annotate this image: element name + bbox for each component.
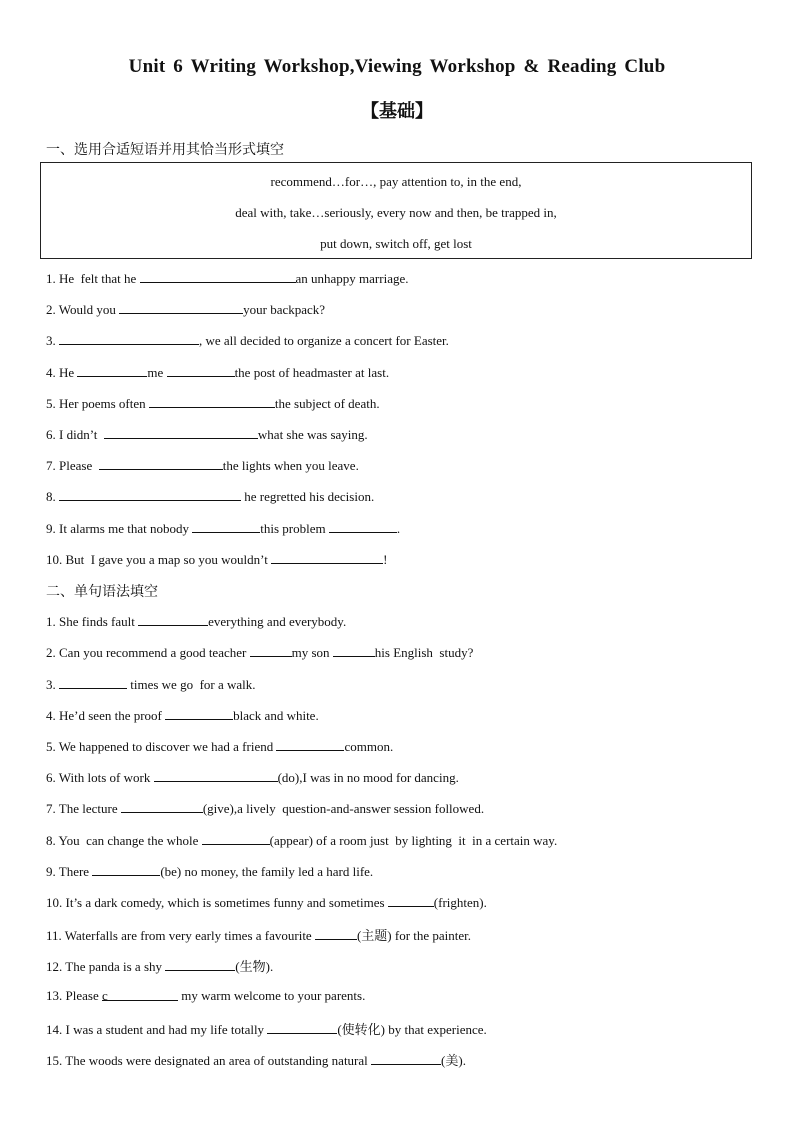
question-text: common. <box>344 739 394 754</box>
word-box <box>40 162 752 259</box>
question-text: 8. You can change the whole <box>46 833 202 848</box>
question-s2-11 <box>46 925 471 944</box>
question-text: 11. Waterfalls are from very early times a favourite <box>46 928 315 943</box>
question-text: the post of headmaster at last. <box>234 365 390 380</box>
question-s1-5 <box>46 395 380 412</box>
question-text: 6. I didn’t <box>46 427 104 442</box>
question-text: 4. He <box>46 365 78 380</box>
question-s1-7 <box>46 457 359 474</box>
question-text: (give),a lively question-and-answer session followed. <box>202 801 485 816</box>
question-s2-9 <box>46 863 373 880</box>
question-text: my warm welcome to your parents. <box>177 988 366 1003</box>
question-s2-5 <box>46 738 393 755</box>
question-s2-7 <box>46 800 484 817</box>
question-s2-12 <box>46 956 273 975</box>
answer-blank[interactable] <box>99 457 223 470</box>
question-text: 9. There <box>46 864 93 879</box>
question-s2-14 <box>46 1019 487 1038</box>
answer-blank[interactable] <box>388 894 434 907</box>
answer-blank[interactable] <box>138 613 208 626</box>
question-s2-4 <box>46 707 319 724</box>
answer-blank[interactable] <box>315 927 357 940</box>
answer-blank[interactable] <box>59 676 127 689</box>
question-text: 7. The lecture <box>46 801 121 816</box>
answer-blank[interactable]: c <box>102 988 178 1001</box>
question-text: 10. But I gave you a map so you wouldn’t <box>46 552 272 567</box>
worksheet-title: Unit 6 Writing Workshop,Viewing Workshop & Reading Club <box>128 56 666 77</box>
question-s1-9 <box>46 520 400 537</box>
answer-blank[interactable] <box>59 332 199 345</box>
question-s2-3 <box>46 676 256 693</box>
question-s1-8 <box>46 488 374 505</box>
question-s2-13 <box>46 988 365 1004</box>
answer-blank[interactable] <box>333 644 375 657</box>
question-text: 10. It’s a dark comedy, which is sometimes funny and sometimes <box>46 895 388 910</box>
question-s1-3 <box>46 332 449 349</box>
question-text: 3. <box>46 677 59 692</box>
answer-blank[interactable] <box>59 488 241 501</box>
section-label-basics: 【基础】 <box>361 101 433 122</box>
question-text: his English study? <box>374 645 474 660</box>
answer-blank[interactable] <box>271 551 383 564</box>
question-s2-15 <box>46 1050 466 1069</box>
question-text: the subject of death. <box>274 396 380 411</box>
question-text: what she was saying. <box>257 427 368 442</box>
question-text: he regretted his decision. <box>241 489 375 504</box>
answer-blank[interactable] <box>149 395 275 408</box>
question-text: 3. <box>46 333 59 348</box>
answer-blank[interactable] <box>165 958 235 971</box>
answer-blank[interactable] <box>154 769 278 782</box>
question-text: 2. Would you <box>46 302 120 317</box>
answer-blank[interactable] <box>267 1021 337 1034</box>
question-s1-4 <box>46 364 389 381</box>
answer-blank[interactable] <box>202 832 270 845</box>
question-text: an unhappy marriage. <box>295 271 409 286</box>
question-text: 13. Please <box>46 988 102 1003</box>
question-text: 1. He felt that he <box>46 271 140 286</box>
question-text: (be) no money, the family led a hard life. <box>160 864 374 879</box>
question-text: 7. Please <box>46 458 99 473</box>
question-text: 9. It alarms me that nobody <box>46 521 193 536</box>
question-text: (主题) for the painter. <box>356 928 472 943</box>
answer-blank[interactable] <box>371 1052 441 1065</box>
question-text: 5. We happened to discover we had a friend <box>46 739 277 754</box>
section1-heading: 一、选用合适短语并用其恰当形式填空 <box>46 142 284 158</box>
answer-blank[interactable] <box>167 364 235 377</box>
answer-blank[interactable] <box>119 301 243 314</box>
question-text: . <box>396 521 401 536</box>
answer-blank[interactable] <box>276 738 344 751</box>
answer-blank[interactable] <box>121 800 203 813</box>
answer-blank[interactable] <box>165 707 233 720</box>
question-text: (美). <box>441 1053 466 1068</box>
question-text: 8. <box>46 489 59 504</box>
question-text: the lights when you leave. <box>222 458 359 473</box>
question-s2-6 <box>46 769 459 786</box>
question-text: (生物). <box>235 959 274 974</box>
question-text: (do),I was in no mood for dancing. <box>277 770 459 785</box>
question-text: 12. The panda is a shy <box>46 959 166 974</box>
answer-blank[interactable] <box>92 863 160 876</box>
word-box-line: deal with, take…seriously, every now and then, be trapped in, <box>235 205 557 220</box>
question-text: ! <box>383 552 388 567</box>
question-text: 4. He’d seen the proof <box>46 708 166 723</box>
question-text: (frighten). <box>433 895 487 910</box>
question-s1-1 <box>46 270 408 287</box>
answer-blank[interactable] <box>140 270 296 283</box>
answer-blank[interactable] <box>329 520 397 533</box>
question-text: this problem <box>260 521 329 536</box>
question-s2-1 <box>46 613 346 630</box>
question-text: times we go for a walk. <box>127 677 256 692</box>
question-text: 5. Her poems often <box>46 396 149 411</box>
question-text: (使转化) by that experience. <box>337 1022 487 1037</box>
answer-blank[interactable] <box>250 644 292 657</box>
question-s1-6 <box>46 426 368 443</box>
word-box-line: put down, switch off, get lost <box>320 236 472 251</box>
question-text: my son <box>291 645 333 660</box>
question-text: (appear) of a room just by lighting it in a certain way. <box>269 833 558 848</box>
question-text: black and white. <box>233 708 319 723</box>
question-text: 6. With lots of work <box>46 770 154 785</box>
question-text: your backpack? <box>243 302 326 317</box>
question-s1-10 <box>46 551 387 568</box>
question-s2-8 <box>46 832 557 849</box>
question-text: , we all decided to organize a concert for Easter. <box>199 333 449 348</box>
question-text: me <box>147 365 167 380</box>
question-text: 2. Can you recommend a good teacher <box>46 645 250 660</box>
answer-blank[interactable] <box>77 364 147 377</box>
question-s2-2 <box>46 644 473 661</box>
question-text: 14. I was a student and had my life totally <box>46 1022 268 1037</box>
question-text: 15. The woods were designated an area of outstanding natural <box>46 1053 372 1068</box>
section2-heading: 二、单句语法填空 <box>46 584 158 600</box>
word-box-line: recommend…for…, pay attention to, in the end, <box>270 174 522 189</box>
answer-blank[interactable] <box>192 520 260 533</box>
answer-blank[interactable] <box>104 426 258 439</box>
question-s2-10 <box>46 894 487 911</box>
question-s1-2 <box>46 301 325 318</box>
question-text: 1. She finds fault <box>46 614 139 629</box>
question-text: everything and everybody. <box>208 614 347 629</box>
